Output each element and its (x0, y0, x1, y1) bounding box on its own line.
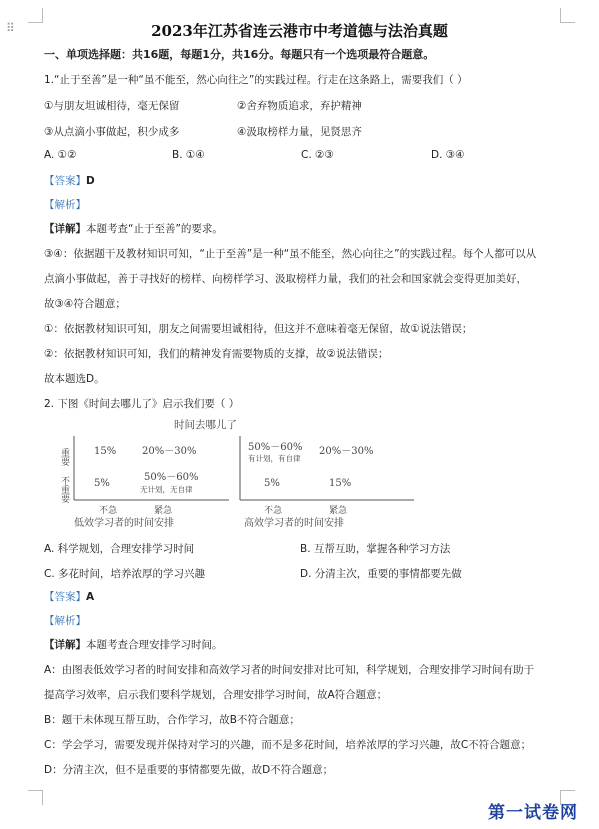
q1-option-c: C. ②③ (301, 149, 334, 161)
right-cell-note: 有计划，有自律 (248, 454, 301, 463)
q2-explanation-line: A：由图表低效学习者的时间安排和高效学习者的时间安排对比可知，科学规划，合理安排学习时间有助于 (44, 664, 535, 676)
q2-analysis-tag: 【解析】 (44, 615, 86, 627)
answer-tag: 【答案】 (44, 591, 86, 603)
q1-option-a: A. ①② (44, 149, 77, 161)
answer-value: A (86, 591, 95, 603)
q1-explanation-line: ②：依据教材知识可知，我们的精神发育需要物质的支撑，故②说法错误； (44, 348, 389, 360)
left-figure-caption: 低效学习者的时间安排 (74, 518, 174, 529)
q2-explanation-line: 提高学习效率，启示我们要科学规划，合理安排学习时间，故A符合题意； (44, 689, 388, 701)
time-allocation-figure (44, 418, 424, 533)
q1-statement-4: ④汲取榜样力量，见贤思齐 (237, 126, 362, 138)
section-heading: 一、单项选择题：共16题，每题1分，共16分。每题只有一个选项最符合题意。 (44, 48, 435, 61)
answer-value: D (86, 175, 95, 187)
q2-explanation-line: D：分清主次，但不是重要的事情都要先做，故D不符合题意； (44, 764, 334, 776)
q1-statement-1: ①与朋友坦诚相待，毫无保留 (44, 100, 180, 112)
page-title: 2023年江苏省连云港市中考道德与法治真题 (151, 22, 448, 40)
q2-detail (44, 638, 223, 652)
left-axis-urgent: 紧急 (154, 506, 173, 516)
right-cell-important-urgent: 20%－30% (319, 446, 374, 457)
q1-option-d: D. ③④ (431, 149, 465, 161)
right-cell-important-not-urgent: 50%－60% (248, 442, 303, 453)
left-cell-unimportant-not-urgent: 5% (94, 478, 110, 489)
q2-explanation-line: C：学会学习，需要发现并保持对学习的兴趣，而不是多花时间，培养浓厚的学习兴趣，故C不符合题意； (44, 739, 532, 751)
q1-option-b: B. ①④ (172, 149, 205, 161)
margin-corner-mark (28, 790, 43, 805)
left-axis-not-urgent: 不急 (99, 506, 118, 516)
left-cell-note: 无计划，无自律 (140, 485, 193, 494)
detail-tag: 【详解】 (44, 639, 86, 651)
q2-option-b: B. 互帮互助，掌握各种学习方法 (300, 543, 451, 555)
drag-handle-icon[interactable]: ⠿ (6, 21, 14, 35)
left-cell-unimportant-urgent: 50%－60% (144, 472, 199, 483)
q1-statement-2: ②舍弃物质追求，弃护精神 (237, 100, 362, 112)
q2-option-a: A. 科学规划，合理安排学习时间 (44, 543, 195, 555)
right-cell-unimportant-urgent: 15% (329, 478, 352, 489)
right-cell-unimportant-not-urgent: 5% (264, 478, 280, 489)
q1-detail (44, 222, 223, 236)
q1-explanation-line: 点滴小事做起，善于寻找好的榜样、向榜样学习、汲取榜样力量，我们的社会和国家就会变得更加美好， (44, 273, 527, 285)
right-axis-not-urgent: 不急 (264, 506, 283, 516)
q1-conclusion: 故本题选D。 (44, 373, 105, 385)
left-cell-important-urgent: 20%－30% (142, 446, 197, 457)
q2-option-d: D. 分清主次，重要的事情都要先做 (300, 568, 462, 580)
right-figure-caption: 高效学习者的时间安排 (244, 518, 344, 529)
detail-text: 本题考查“止于至善”的要求。 (86, 223, 223, 235)
q2-answer (44, 590, 94, 604)
question-2-stem: 2. 下图《时间去哪儿了》启示我们要（ ） (44, 398, 240, 410)
q2-option-c: C. 多花时间，培养浓厚的学习兴趣 (44, 568, 206, 580)
q2-explanation-line: B：题干未体现互帮互助，合作学习，故B不符合题意； (44, 714, 300, 726)
q1-analysis-tag: 【解析】 (44, 199, 86, 211)
q1-answer (44, 174, 95, 188)
q1-explanation-line: ①：依据教材知识可知，朋友之间需要坦诚相待，但这并不意味着毫无保留，故①说法错误； (44, 323, 473, 335)
detail-text: 本题考查合理安排学习时间。 (86, 639, 223, 651)
axis-label-important: 重要 (59, 448, 69, 466)
site-logo: 第一试卷网 (488, 803, 578, 823)
q1-explanation-line: ③④：依据题干及教材知识可知，“止于至善”是一种“虽不能至，然心向往之”的实践过程。每个人都可以从 (44, 248, 537, 260)
right-axis-urgent: 紧急 (329, 506, 348, 516)
answer-tag: 【答案】 (44, 175, 86, 187)
q1-statement-3: ③从点滴小事做起，积少成多 (44, 126, 180, 138)
figure-caption-top: 时间去哪儿了 (174, 419, 237, 431)
detail-tag: 【详解】 (44, 223, 86, 235)
axis-label-unimportant: 不重要 (59, 476, 69, 503)
left-cell-important-not-urgent: 15% (94, 446, 117, 457)
q1-explanation-line: 故③④符合题意； (44, 298, 126, 310)
question-1-stem: 1.“止于至善”是一种“虽不能至，然心向往之”的实践过程。行走在这条路上，需要我们（ ） (44, 74, 468, 86)
